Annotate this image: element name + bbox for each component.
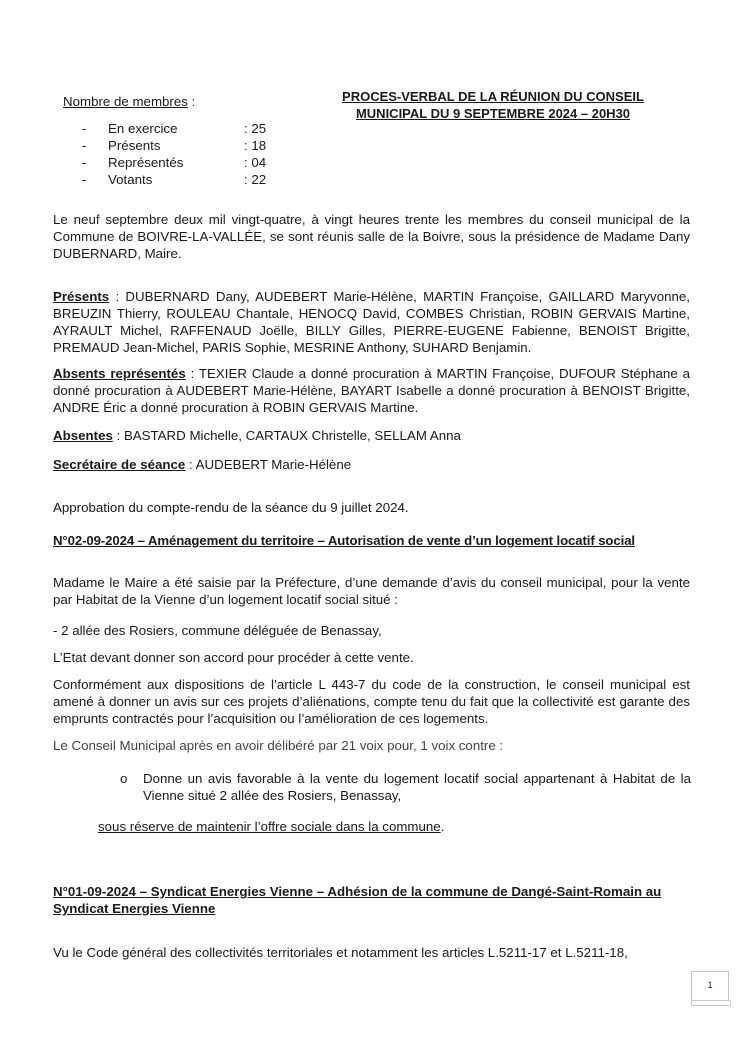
- members-row-label: Votants: [108, 172, 153, 187]
- presents-label: Présents: [53, 289, 110, 304]
- secretaire-text: : AUDEBERT Marie-Hélène: [185, 457, 352, 472]
- presents-text: : DUBERNARD Dany, AUDEBERT Marie-Hélène, MARTIN Françoise, GAILLARD Maryvonne, BREUZIN Thierry, ROULEAU Chantale, HENOCQ David, COMBES Christian, ROBIN GERVAIS Martine, AYRAULT Michel, RAFFENAUD Joëlle, BILLY Gilles, PIERRE-EUGENE Fabienne, BENOIST Brigitte, PREMAUD Jean-Michel, PARIS Sophie, MESRINE Anthony, SUHARD Benjamin.: [53, 289, 690, 355]
- presents-paragraph: [53, 288, 690, 356]
- reserve-end: .: [440, 819, 445, 834]
- list-dash: -: [82, 155, 87, 170]
- members-label: Nombre de membres: [63, 94, 188, 109]
- deliberation-decision: Donne un avis favorable à la vente du logement locatif social appartenant à Habitat de la Vienne situé 2 allée des Rosiers, Benassay,: [143, 771, 691, 803]
- absents-representes-text: : TEXIER Claude a donné procuration à MARTIN Françoise, DUFOUR Stéphane a donné procuration à AUDEBERT Marie-Hélène, BAYART Isabelle a donné procuration à BENOIST Brigitte, ANDRE Éric a donné procuration à ROBIN GERVAIS Martine.: [53, 366, 690, 415]
- list-dash: -: [82, 121, 87, 136]
- members-heading: [63, 94, 195, 109]
- absentes-text: : BASTARD Michelle, CARTAUX Christelle, SELLAM Anna: [112, 428, 461, 443]
- members-row-label: Représentés: [108, 155, 184, 170]
- secretaire-paragraph: [53, 456, 690, 473]
- members-row-label: Présents: [108, 138, 161, 153]
- members-row-value: : 25: [244, 121, 267, 136]
- document-title: PROCES-VERBAL DE LA RÉUNION DU CONSEIL MUNICIPAL DU 9 SEPTEMBRE 2024 – 20H30: [342, 89, 644, 121]
- bullet-marker: o: [120, 771, 128, 786]
- deliberation-vote: Le Conseil Municipal après en avoir délibéré par 21 voix pour, 1 voix contre :: [53, 738, 504, 753]
- deliberation-paragraph: Conformément aux dispositions de l’article L 443-7 du code de la construction, le conseil municipal est amené à donner un avis sur ces projets d’aliénations, compte tenu du fait que la collectivité est garante des emprunts contractés pour l’acquisition ou l’amélioration de ces logements.: [53, 677, 690, 726]
- absentes-paragraph: [53, 427, 690, 444]
- deliberation-paragraph: Madame le Maire a été saisie par la Préfecture, d’une demande d’avis du conseil municipal, pour la vente par Habitat de la Vienne d’un logement locatif social situé :: [53, 575, 690, 607]
- list-dash: -: [82, 138, 87, 153]
- members-row-label: En exercice: [108, 121, 178, 136]
- deliberation-paragraph: L’Etat devant donner son accord pour procéder à cette vente.: [53, 650, 414, 665]
- deliberation-heading: N°02-09-2024 – Aménagement du territoire – Autorisation de vente d’un logement locatif social: [53, 533, 635, 548]
- deliberation-address: - 2 allée des Rosiers, commune déléguée de Benassay,: [53, 623, 382, 638]
- deliberation-paragraph: Vu le Code général des collectivités territoriales et notamment les articles L.5211-17 et L.5211-18,: [53, 945, 628, 960]
- approbation-paragraph: Approbation du compte-rendu de la séance du 9 juillet 2024.: [53, 500, 409, 515]
- secretaire-label: Secrétaire de séance: [53, 457, 186, 472]
- members-label-suffix: :: [187, 94, 196, 109]
- absents-representes-paragraph: [53, 365, 690, 416]
- members-row-value: : 18: [244, 138, 267, 153]
- absentes-label: Absentes: [53, 428, 113, 443]
- members-row-value: : 22: [244, 172, 267, 187]
- absents-representes-label: Absents représentés: [53, 366, 186, 381]
- list-dash: -: [82, 172, 87, 187]
- reserve-text: sous réserve de maintenir l’offre sociale dans la commune: [98, 819, 441, 834]
- intro-paragraph: Le neuf septembre deux mil vingt-quatre, à vingt heures trente les membres du conseil municipal de la Commune de BOIVRE-LA-VALLÉE, se sont réunis salle de la Boivre, sous la présidence de Madame Dany DUBERNARD, Maire.: [53, 212, 690, 261]
- page-number: 1: [691, 971, 729, 1001]
- deliberation-heading: N°01-09-2024 – Syndicat Energies Vienne – Adhésion de la commune de Dangé-Saint-Romain au Syndicat Energies Vienne: [53, 884, 662, 916]
- members-row-value: : 04: [244, 155, 267, 170]
- deliberation-reserve: [98, 818, 444, 835]
